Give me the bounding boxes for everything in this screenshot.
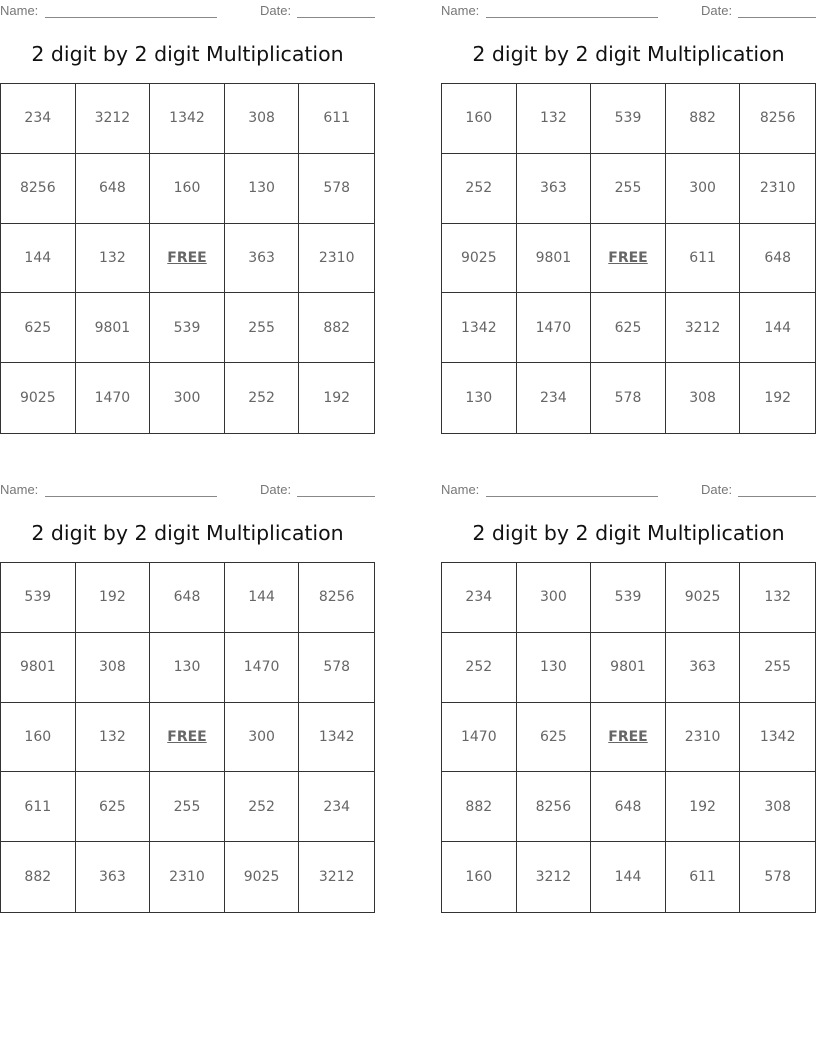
grid-cell: 252 [225,772,300,842]
grid-cell: 255 [591,154,666,224]
grid-cell: 539 [150,293,225,363]
grid-cell: 9801 [1,633,76,703]
grid-cell: 308 [740,772,815,842]
card-title: 2 digit by 2 digit Multiplication [472,42,785,66]
grid-cell: 160 [442,84,517,154]
grid-cell: 132 [517,84,592,154]
grid-cell: 611 [666,842,741,912]
grid-cell: 9801 [591,633,666,703]
grid-cell: 2310 [666,703,741,773]
grid-cell: 255 [150,772,225,842]
bingo-card [0,479,375,919]
bingo-card [0,0,375,440]
grid-cell: 255 [740,633,815,703]
grid-cell: 648 [150,563,225,633]
grid-cell: 882 [1,842,76,912]
grid-cell: 144 [1,224,76,294]
grid-cell: 1342 [150,84,225,154]
date-line[interactable] [738,496,816,497]
name-line[interactable] [45,496,217,497]
card-title: 2 digit by 2 digit Multiplication [31,42,344,66]
grid-cell: 648 [740,224,815,294]
grid-cell: 9025 [225,842,300,912]
grid-cell: 192 [764,390,792,407]
grid-cell: 9801 [76,293,151,363]
name-label: Name: [0,482,39,497]
card-title: 2 digit by 2 digit Multiplication [31,521,344,545]
grid-cell: 1470 [225,633,300,703]
grid-cell: 9025 [666,563,741,633]
grid-cell: 625 [517,703,592,773]
card-header [441,482,816,498]
grid-cell: 882 [442,772,517,842]
grid-cell: 1470 [442,703,517,773]
grid-cell: 648 [76,154,151,224]
name-line[interactable] [45,17,217,18]
grid-cell: 578 [299,633,374,703]
grid-cell: 9025 [442,224,517,294]
grid-cell: 539 [591,563,666,633]
grid-cell: 300 [150,363,225,433]
grid-cell: 192 [666,772,741,842]
name-label: Name: [0,3,39,18]
grid-cell: 132 [76,703,151,773]
bingo-grid [441,83,816,434]
free-cell: FREE [150,703,225,773]
grid-cell: 234 [442,563,517,633]
name-label: Name: [441,482,480,497]
date-line[interactable] [297,496,375,497]
grid-cell: 308 [225,84,300,154]
grid-cell: 160 [442,842,517,912]
grid-cell: 363 [225,224,300,294]
grid-cell: 132 [740,563,815,633]
name-line[interactable] [486,496,658,497]
date-label: Date: [701,3,733,18]
grid-cell: 234 [1,84,76,154]
grid-cell: 3212 [517,842,592,912]
grid-cell: 611 [299,84,374,154]
bingo-card [441,0,816,440]
name-label: Name: [441,3,480,18]
grid-cell: 130 [225,154,300,224]
grid-cell: 625 [76,772,151,842]
grid-cell: 144 [740,293,815,363]
date-line[interactable] [738,17,816,18]
grid-cell: 1342 [442,293,517,363]
grid-cell: 578 [764,869,792,886]
free-cell: FREE [150,224,225,294]
grid-cell: 252 [225,363,300,433]
name-line[interactable] [486,17,658,18]
grid-cell: 8256 [517,772,592,842]
grid-cell: 252 [442,154,517,224]
grid-cell: 8256 [299,563,374,633]
grid-cell: 363 [76,842,151,912]
grid-cell: 625 [1,293,76,363]
grid-cell: 578 [299,154,374,224]
grid-cell: 130 [150,633,225,703]
grid-cell: 300 [517,563,592,633]
card-title: 2 digit by 2 digit Multiplication [472,521,785,545]
grid-cell: 363 [666,633,741,703]
grid-cell: 9025 [1,363,76,433]
grid-cell: 252 [442,633,517,703]
grid-cell: 2310 [299,224,374,294]
free-cell: FREE [591,703,666,773]
grid-cell: 234 [299,772,374,842]
grid-cell: 130 [442,363,517,433]
grid-cell: 578 [591,363,666,433]
date-label: Date: [701,482,733,497]
grid-cell: 144 [225,563,300,633]
grid-cell: 160 [1,703,76,773]
grid-cell: 2310 [150,842,225,912]
grid-cell: 1470 [517,293,592,363]
date-line[interactable] [297,17,375,18]
grid-cell: 300 [225,703,300,773]
date-label: Date: [260,482,292,497]
grid-cell: 130 [517,633,592,703]
grid-cell: 539 [591,84,666,154]
grid-cell: 539 [1,563,76,633]
grid-cell: 363 [517,154,592,224]
grid-cell: 2310 [740,154,815,224]
bingo-grid [441,562,816,913]
grid-cell: 8256 [740,84,815,154]
grid-cell: 255 [225,293,300,363]
grid-cell: 308 [76,633,151,703]
grid-cell: 3212 [76,84,151,154]
bingo-grid [0,562,375,913]
grid-cell: 648 [591,772,666,842]
grid-cell: 308 [666,363,741,433]
grid-cell: 192 [76,563,151,633]
grid-cell: 3212 [666,293,741,363]
bingo-card [441,479,816,919]
grid-cell: 3212 [318,869,355,886]
grid-cell: 1342 [740,703,815,773]
grid-cell: 611 [1,772,76,842]
grid-cell: 1470 [76,363,151,433]
card-header [441,3,816,19]
grid-cell: 882 [666,84,741,154]
grid-cell: 8256 [1,154,76,224]
grid-cell: 234 [517,363,592,433]
grid-cell: 300 [666,154,741,224]
grid-cell: 1342 [299,703,374,773]
card-header [0,482,375,498]
date-label: Date: [260,3,292,18]
grid-cell: 160 [150,154,225,224]
free-cell: FREE [591,224,666,294]
grid-cell: 625 [591,293,666,363]
grid-cell: 9801 [517,224,592,294]
card-header [0,3,375,19]
grid-cell: 611 [666,224,741,294]
bingo-grid [0,83,375,434]
grid-cell: 192 [323,390,351,407]
grid-cell: 144 [591,842,666,912]
grid-cell: 132 [76,224,151,294]
grid-cell: 882 [299,293,374,363]
